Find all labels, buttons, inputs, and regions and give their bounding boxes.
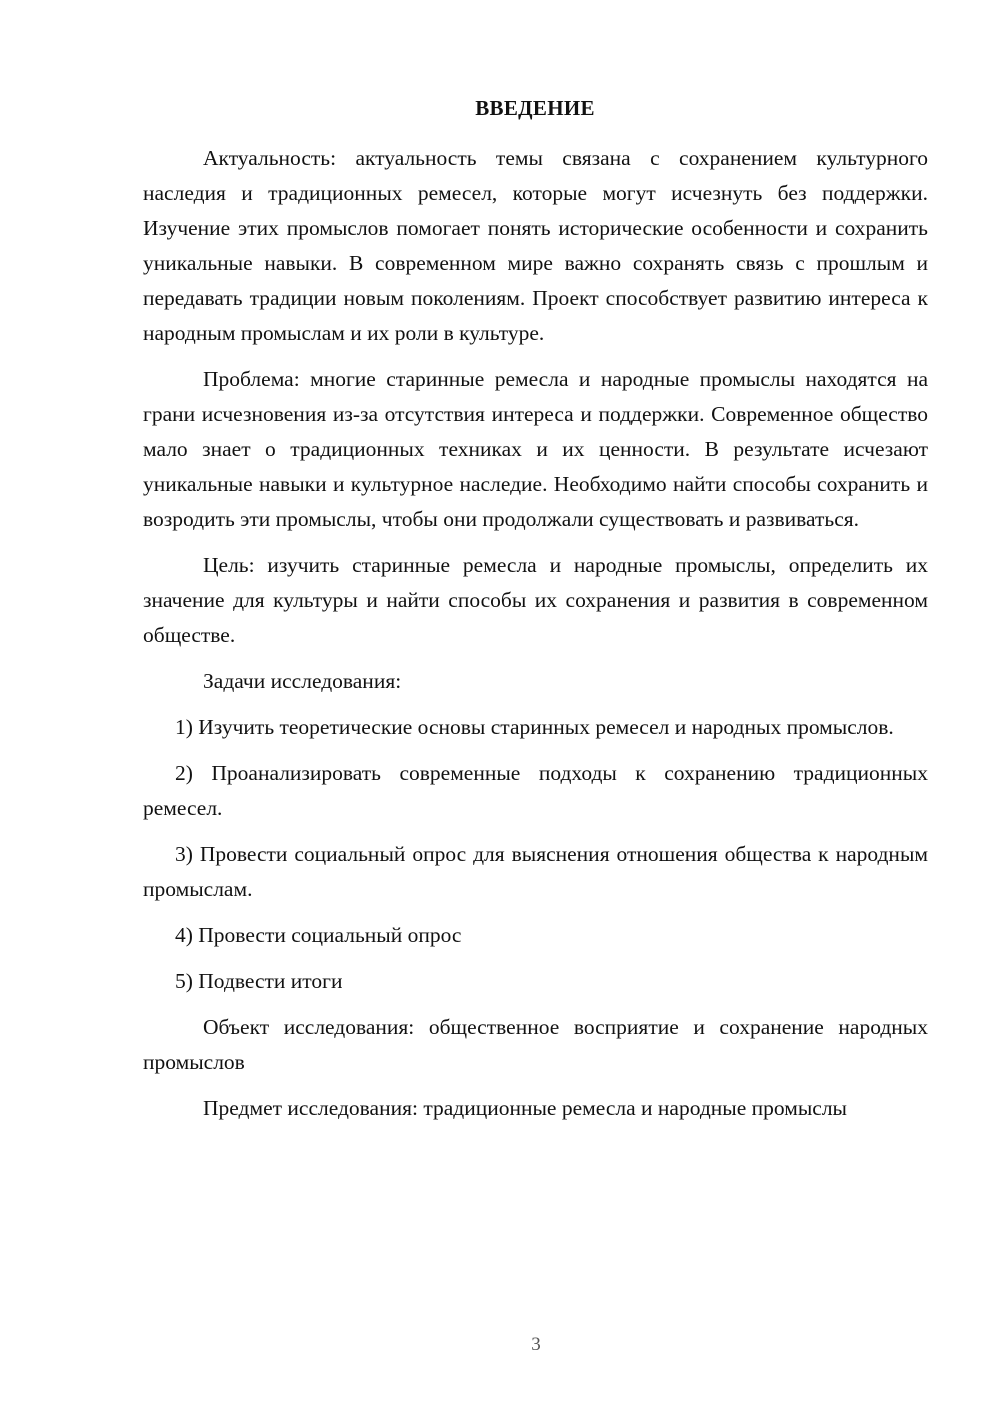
relevance-paragraph: Актуальность: актуальность темы связана с сохранением культурного наследия и традиционных ремесел, которые могут исчезнуть без поддержки. Изучение этих промыслов помогает понять исторические особенности и сохранить уникальные навыки. В современном мире важно сохранять связь с прошлым и передавать традиции новым поколениям. Проект способствует развитию интереса к народным промыслам и их роли в культуре. xyxy=(143,146,928,345)
page-title: ВВЕДЕНИЕ xyxy=(475,96,595,120)
task-item-4: 4) Провести социальный опрос xyxy=(175,923,462,947)
task-item-1: 1) Изучить теоретические основы старинных ремесел и народных промыслов. xyxy=(175,715,894,739)
problem-paragraph: Проблема: многие старинные ремесла и народные промыслы находятся на грани исчезновения из-за отсутствия интереса и поддержки. Современное общество мало знает о традиционных техниках и их ценности. В результате исчезают уникальные навыки и культурное наследие. Необходимо найти способы сохранить и возродить эти промыслы, чтобы они продолжали существовать и развиваться. xyxy=(143,367,928,531)
page-number: 3 xyxy=(531,1334,541,1355)
task-item-2: 2) Проанализировать современные подходы к сохранению традиционных ремесел. xyxy=(143,761,928,820)
task-item-3: 3) Провести социальный опрос для выяснения отношения общества к народным промыслам. xyxy=(143,842,928,901)
tasks-heading: Задачи исследования: xyxy=(203,669,402,693)
goal-paragraph: Цель: изучить старинные ремесла и народные промыслы, определить их значение для культуры и найти способы их сохранения и развития в современном обществе. xyxy=(143,553,928,647)
object-paragraph: Объект исследования: общественное восприятие и сохранение народных промыслов xyxy=(143,1015,928,1074)
page-body xyxy=(143,141,928,1137)
subject-paragraph: Предмет исследования: традиционные ремесла и народные промыслы xyxy=(203,1096,848,1120)
task-item-5: 5) Подвести итоги xyxy=(175,969,343,993)
